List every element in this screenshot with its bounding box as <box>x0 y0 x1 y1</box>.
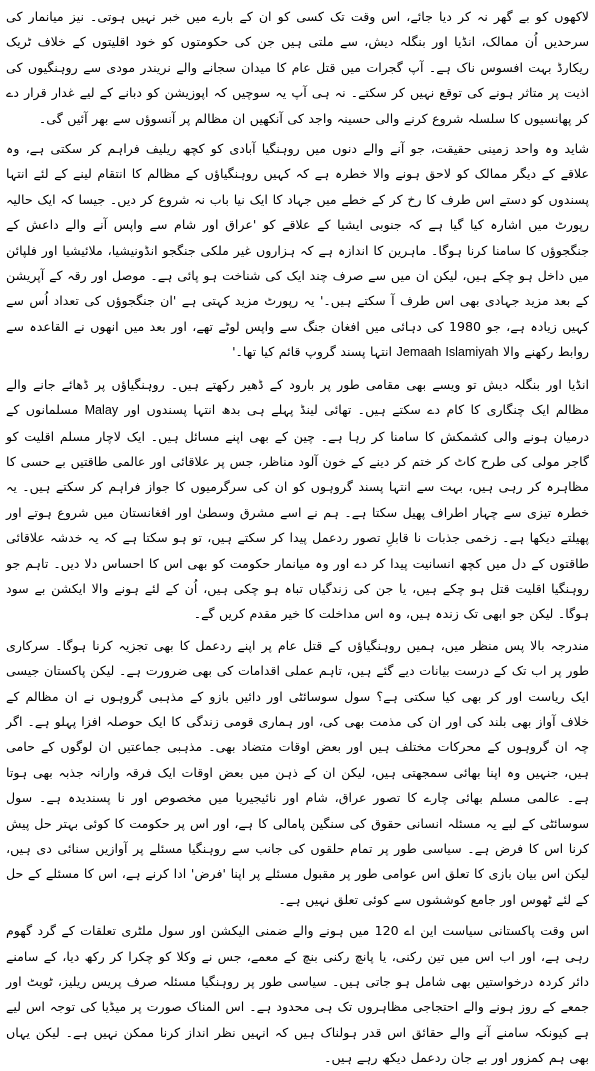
paragraph-3-text-b: مسلمانوں کے درمیان ہونے والی کشمکش کا سامنا کر رہا ہے۔ چین کے بھی اپنے مسائل ہیں۔ ایک لاچار مسلم اقلیت کو گاجر مولی کی طرح کاٹ کر ختم کر دینے کے خون آلود مناظر، جس پر علاقائی اور عالمی طاقتیں بے حسی کا مظاہرہ کر رہی ہیں، بہت سے انتہا پسند گروہوں کو ان کی سرگرمیوں کا جواز فراہم کر سکتے ہیں۔ یہ خطرہ تیزی سے چہار اطراف پھیل سکتا ہے۔ ہم نے اسے مشرق وسطیٰ اور افغانستان میں شروع ہوتے اور پھیلتے دیکھا ہے۔ زخمی جذبات نا قابلِ تصور ردعمل پیدا کر سکتے ہیں، تو ہو سکتا ہے کہ یہ خدشہ علاقائی طاقتوں کے دل میں کچھ انسانیت پیدا کر دے اور وہ میانمار حکومت کو بھی اس کا احساس دلا دیں۔ تاہم جو روہنگیا اقلیت قتل ہو چکے ہیں، یا جن کی زندگیاں تباہ ہو چکی ہیں، اُن کے لئے ہونے والا ایکشن بے سود ہوگا۔ لیکن جو ابھی تک زندہ ہیں، وہ اس مداخلت کا خیر مقدم کریں گے۔ <box>6 402 589 622</box>
paragraph-2-text-a: شاید وہ واحد زمینی حقیقت، جو آنے والے دنوں میں روہنگیا آبادی کو کچھ ریلیف فراہم کر سکتی ہے، وہ علاقے کے دیگر ممالک کو لاحق ہونے والا خطرہ ہے کہ کہیں روہنگیاؤں کے مظالم کا انتقام لینے کے لئے انتہا پسندوں کو دستے اس طرف کا رخ کر کے خطے میں جہاد کا ایک نیا باب نہ شروع کر دیں۔ جیسا کہ ایک حالیہ رپورٹ میں اشارہ کیا گیا ہے کہ جنوبی ایشیا کے علاقے کو 'عراق اور شام سے واپس آنے والے داعش کے جنگجوؤں کا سامنا کرنا ہوگا۔ ماہرین کا اندازہ ہے کہ ہزاروں غیر ملکی جنگجو انڈونیشیا، ملائیشیا اور فلپائن میں داخل ہو چکے ہیں، لیکن ان میں سے صرف چند ایک کی شناخت ہو پائی ہے۔ موصل اور رقہ کے آپریشن کے بعد مزید جہادی بھی اس طرف آ سکتے ہیں۔' یہ رپورٹ مزید کہتی ہے 'ان جنگجوؤں کی تعداد اُس سے کہیں زیادہ ہے، جو 1980 کی دہائی میں افغان جنگ سے واپس لوٹے تھے، اور بعد میں انھوں نے القاعدہ سے روابط رکھنے والا <box>6 141 589 360</box>
paragraph-1 <box>6 4 589 131</box>
paragraph-1-text: لاکھوں کو بے گھر نہ کر دیا جائے، اس وقت تک کسی کو ان کے بارے میں خبر نہیں ہوتی۔ نیز میانمار کی سرحدیں اُن ممالک، انڈیا اور بنگلہ دیش، سے ملتی ہیں جن کی حکومتوں کو خود اقلیتوں کے خلاف ٹریک ریکارڈ بہت افسوس ناک ہے۔ آپ گجرات میں قتل عام کا میدان سجانے والے نریندر مودی سے روہنگیوں کی اذیت پر متاثر ہونے کی توقع نہیں کر سکتے۔ نہ ہی آپ یہ سوچیں کہ اپوزیشن کو دبانے کے لیے غدار قرار دے کر پھانسیوں کا سلسلہ شروع کرنے والی حسینہ واجد کی آنکھیں ان مظالم پر آنسوؤں سے بھر آئیں گی۔ <box>6 9 589 126</box>
paragraph-3 <box>6 372 589 627</box>
paragraph-4-text: مندرجہ بالا پس منظر میں، ہمیں روہنگیاؤں کے قتل عام پر اپنے ردعمل کا بھی تجزیہ کرنا ہوگا۔ سرکاری طور پر اب تک کے درست بیانات دیے گئے ہیں، تاہم عملی اقدامات کی بھی ضرورت ہے۔ لیکن پاکستان جیسی ایک ریاست اور کر بھی کیا سکتی ہے؟ سول سوسائٹی اور دائیں بازو کے مذہبی گروہوں نے ان مظالم کے خلاف آواز بھی بلند کی اور ان کی مذمت بھی کی، اور ہماری قومی زندگی کا ایک حوصلہ افزا پہلو ہے۔ اگر چہ ان گروہوں کے محرکات مختلف ہیں اور بعض اوقات متضاد بھی۔ مذہبی جماعتیں ان لوگوں کے حامی ہیں، جنہیں وہ اپنا بھائی سمجھتی ہیں، لیکن ان کے ذہن میں بعض اوقات ایک فرقہ وارانہ جذبہ بھی ہوتا ہے۔ عالمی مسلم بھائی چارے کا تصور عراق، شام اور نائیجیریا میں مخصوص اور نا پسندیدہ ہے۔ سول سوسائٹی کے لیے یہ مسئلہ انسانی حقوق کی سنگین پامالی کا ہے، اور اس پر حکومت کا کوئی بہتر حل پیش کرنا اس کا فرض ہے۔ سیاسی طور پر تمام حلقوں کی جانب سے روہنگیا مسئلے پر آوازیں سنائی دی ہیں، لیکن اس بیان بازی کا تعلق اس عوامی طور پر مقبول مسئلے پر اپنا 'فرض' ادا کرنے ہے، اس کا مسئلے کے حل کے لئے ٹھوس اور جامع کوششوں سے کوئی تعلق نہیں ہے۔ <box>6 637 589 907</box>
paragraph-4 <box>6 633 589 912</box>
jemaah-islamiyah-term: Jemaah Islamiyah <box>396 345 499 360</box>
paragraph-2 <box>6 136 589 366</box>
paragraph-2-text-b: انتہا پسند گروپ قائم کیا تھا۔' <box>232 344 397 360</box>
paragraph-5 <box>6 918 589 1070</box>
malay-term: Malay <box>84 403 119 418</box>
paragraph-3-text-a: انڈیا اور بنگلہ دیش تو ویسے بھی مقامی طور پر بارود کے ڈھیر رکھتے ہیں۔ روہنگیاؤں پر ڈھائے جانے والے مظالم ایک چنگاری کا کام دے سکتے ہیں۔ تھائی لینڈ پہلے ہی بدھ انتہا پسندوں اور <box>6 376 589 418</box>
article-page <box>6 4 589 1066</box>
paragraph-5-text: اس وقت پاکستانی سیاست این اے 120 میں ہونے والے ضمنی الیکشن اور سول ملٹری تعلقات کے گرد گھوم رہی ہے، اور اب اس میں تین رکنی، یا پانچ رکنی بنچ کے معمے، جس نے وکلا کو چکرا کر رکھ دیا، کے سامنے دائر کردہ درخواستیں بھی شامل ہو جاتی ہیں۔ سیاسی طور پر روہنگیا مسئلہ صرف پریس ریلیز، ٹویٹ اور جمعے کے روز ہونے والے احتجاجی مظاہروں تک ہی محدود ہے۔ اس المناک صورت پر میڈیا کی توجہ اس لیے ہے کیونکہ سامنے آنے والے حقائق اس قدر ہولناک ہیں کہ انہیں نظر انداز کرنا ممکن نہیں ہے۔ لیکن یہاں بھی ہم کمزور اور بے جان ردعمل دیکھ رہے ہیں۔ <box>6 923 589 1066</box>
